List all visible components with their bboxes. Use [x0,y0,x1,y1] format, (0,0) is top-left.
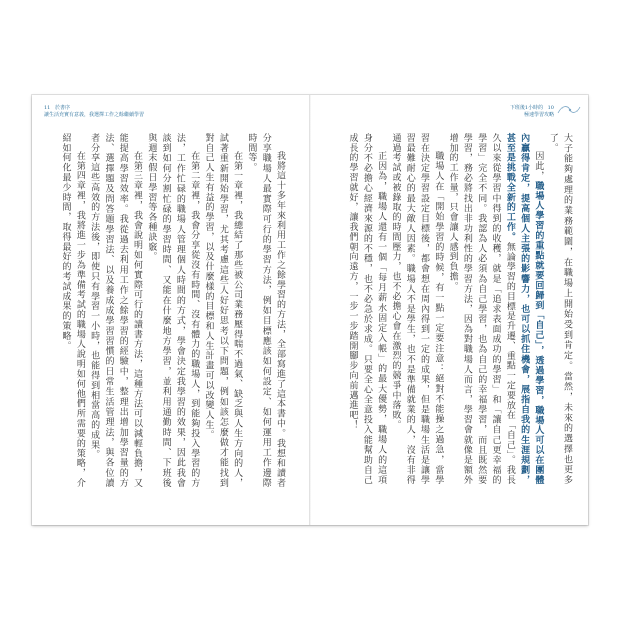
left-page-body [51,133,287,488]
right-paragraph-4: 正因為，職場人還有一個「每月薪水固定入帳」的最大優勢，職場人的這項身分不必擔心經濟來源的不穩，也不必急於求成。只要全心全意投入能幫助自己成長的學習就好，讓我們朝向遠方，一步一步踏開腳步向前邁進吧！ [347,133,387,485]
left-paragraph-5: 在第四章裡，我將進一步為準備考試的職場人說明如何他們所需要的策略，介紹如何化最少時間，取得最好的考試成果的策略。 [60,133,85,488]
right-chapter-label: 下班後1小時的 [509,105,544,111]
right-page-header [510,105,554,119]
left-paragraph-4: 在第三章裡，我會說明如何實際可行的讀書方法，這種方法可以減輕負擔，又能提高學習效率。我從過去利用工作之餘學習的經驗中，整理出增加學習量的方法、選擇題及問答題學習法、以及養成成學習習慣的日常生活管理法，與各位讀者分享這些高效的方法後，即使只有學習一小時，也能得到相當高的成果。 [89,133,143,488]
right-paragraph-3: 職場人在「開始學習的時候，有一點一定要注意：絕對不能操之過急，當學習在決定學習設定目標後，都會想在周內得到一定的成果，但是職場生活是讓學習最難耐心的最大敵人因素。職場人不是學生，也不是準備就業的人，沒有非得通過考試或被錄取的時間壓力，也不必擔心會在激烈的競爭中落敗。 [390,133,444,485]
left-paragraph-1: 我將這十多年來利用工作之餘學習的方法，全部寫進了這本書中。我想和讀者分享職場人最實際可行的學習方法，例如目標應該如何設定、如何運用工作邊際時間等。 [246,133,285,488]
left-page-subtitle: 讓生活充實有意義，我選擇工作之餘繼續學習 [44,112,145,118]
right-page-subtitle: 極速學習攻略 [523,112,554,118]
left-paragraph-2: 在第一章裡，我總結了那些被公司業務壓得喘不過氣、缺乏與人生方向的人，試著重新開始學習，尤其考慮這些人好好思考以下問題，例如該怎麼做才能找到對自己人生有益的學習，以及什麼樣的目標和人生計畫可以改變人生。 [203,133,243,488]
left-book-title: 於書序 [54,105,70,111]
right-paragraph-1: 大子能夠處理的業務範圍，在職場上開始受到肯定。當然，未來的選擇也更多了。 [547,133,572,485]
ornament-icon [556,101,582,117]
right-page [311,95,588,525]
book-spread [32,95,588,525]
left-page-number: 11 [44,105,51,111]
right-page-number: 10 [547,105,554,111]
highlighted-passage: 職場人學習的重點就要回歸到「自己」，透過學習，職場人可以在團體內贏得肯定，提高個人主張的影響力，也可以抓住機會，展指自我的生涯規劃，甚至是挑戰全新的工作。 [504,133,544,485]
right-page-body [338,133,574,485]
right-paragraph-2: 因此，職場人學習的重點就要回歸到「自己」，透過學習，職場人可以在團體內贏得肯定，提高個人主張的影響力，也可以抓住機會，展指自我的生涯規劃，甚至是挑戰全新的工作。無論學習的目標是升遷、重點一定要放在「自己」。我長久以來從學習中得到的收穫，就是「追求表面成功的學習」和「讓自己更幸福的學習」完全不同。我認為人必須為自己學習，也為自己的幸福學習，而且既然要學習，務必將找出非功利性的學習方法，因為對職場人而言，學習會就像是額外增加的工作量，只會讓人感到負擔。 [447,133,544,486]
left-paragraph-3: 在第二章裡，我會分享從沒有時間、沒有體力的職場人，到能夠投入學習的方法，工作忙碌的職場人管理個人時間的方式，學會決定我學習的效果，因此我會談到如何分割忙碌的學習時間、又能在什麼地方學習，並利用通勤時間、下班後與週末假日學習等各種訣竅。 [146,133,200,488]
right-paragraph-2-rest: 無論學習的目標是升遷、重點一定要放在「自己」。我長久以來從學習中得到的收穫，就是「追求表面成功的學習」和「讓自己更幸福的學習」完全不同。我認為人必須為自己學習，也為自己的幸福學習，而且既然要學習，務必將找出非功利性的學習方法，因為對職場人而言，學習會就像是額外增加的工作量，只會讓人感到負擔。 [447,133,515,486]
left-page-header [44,105,144,119]
left-page [32,95,309,525]
